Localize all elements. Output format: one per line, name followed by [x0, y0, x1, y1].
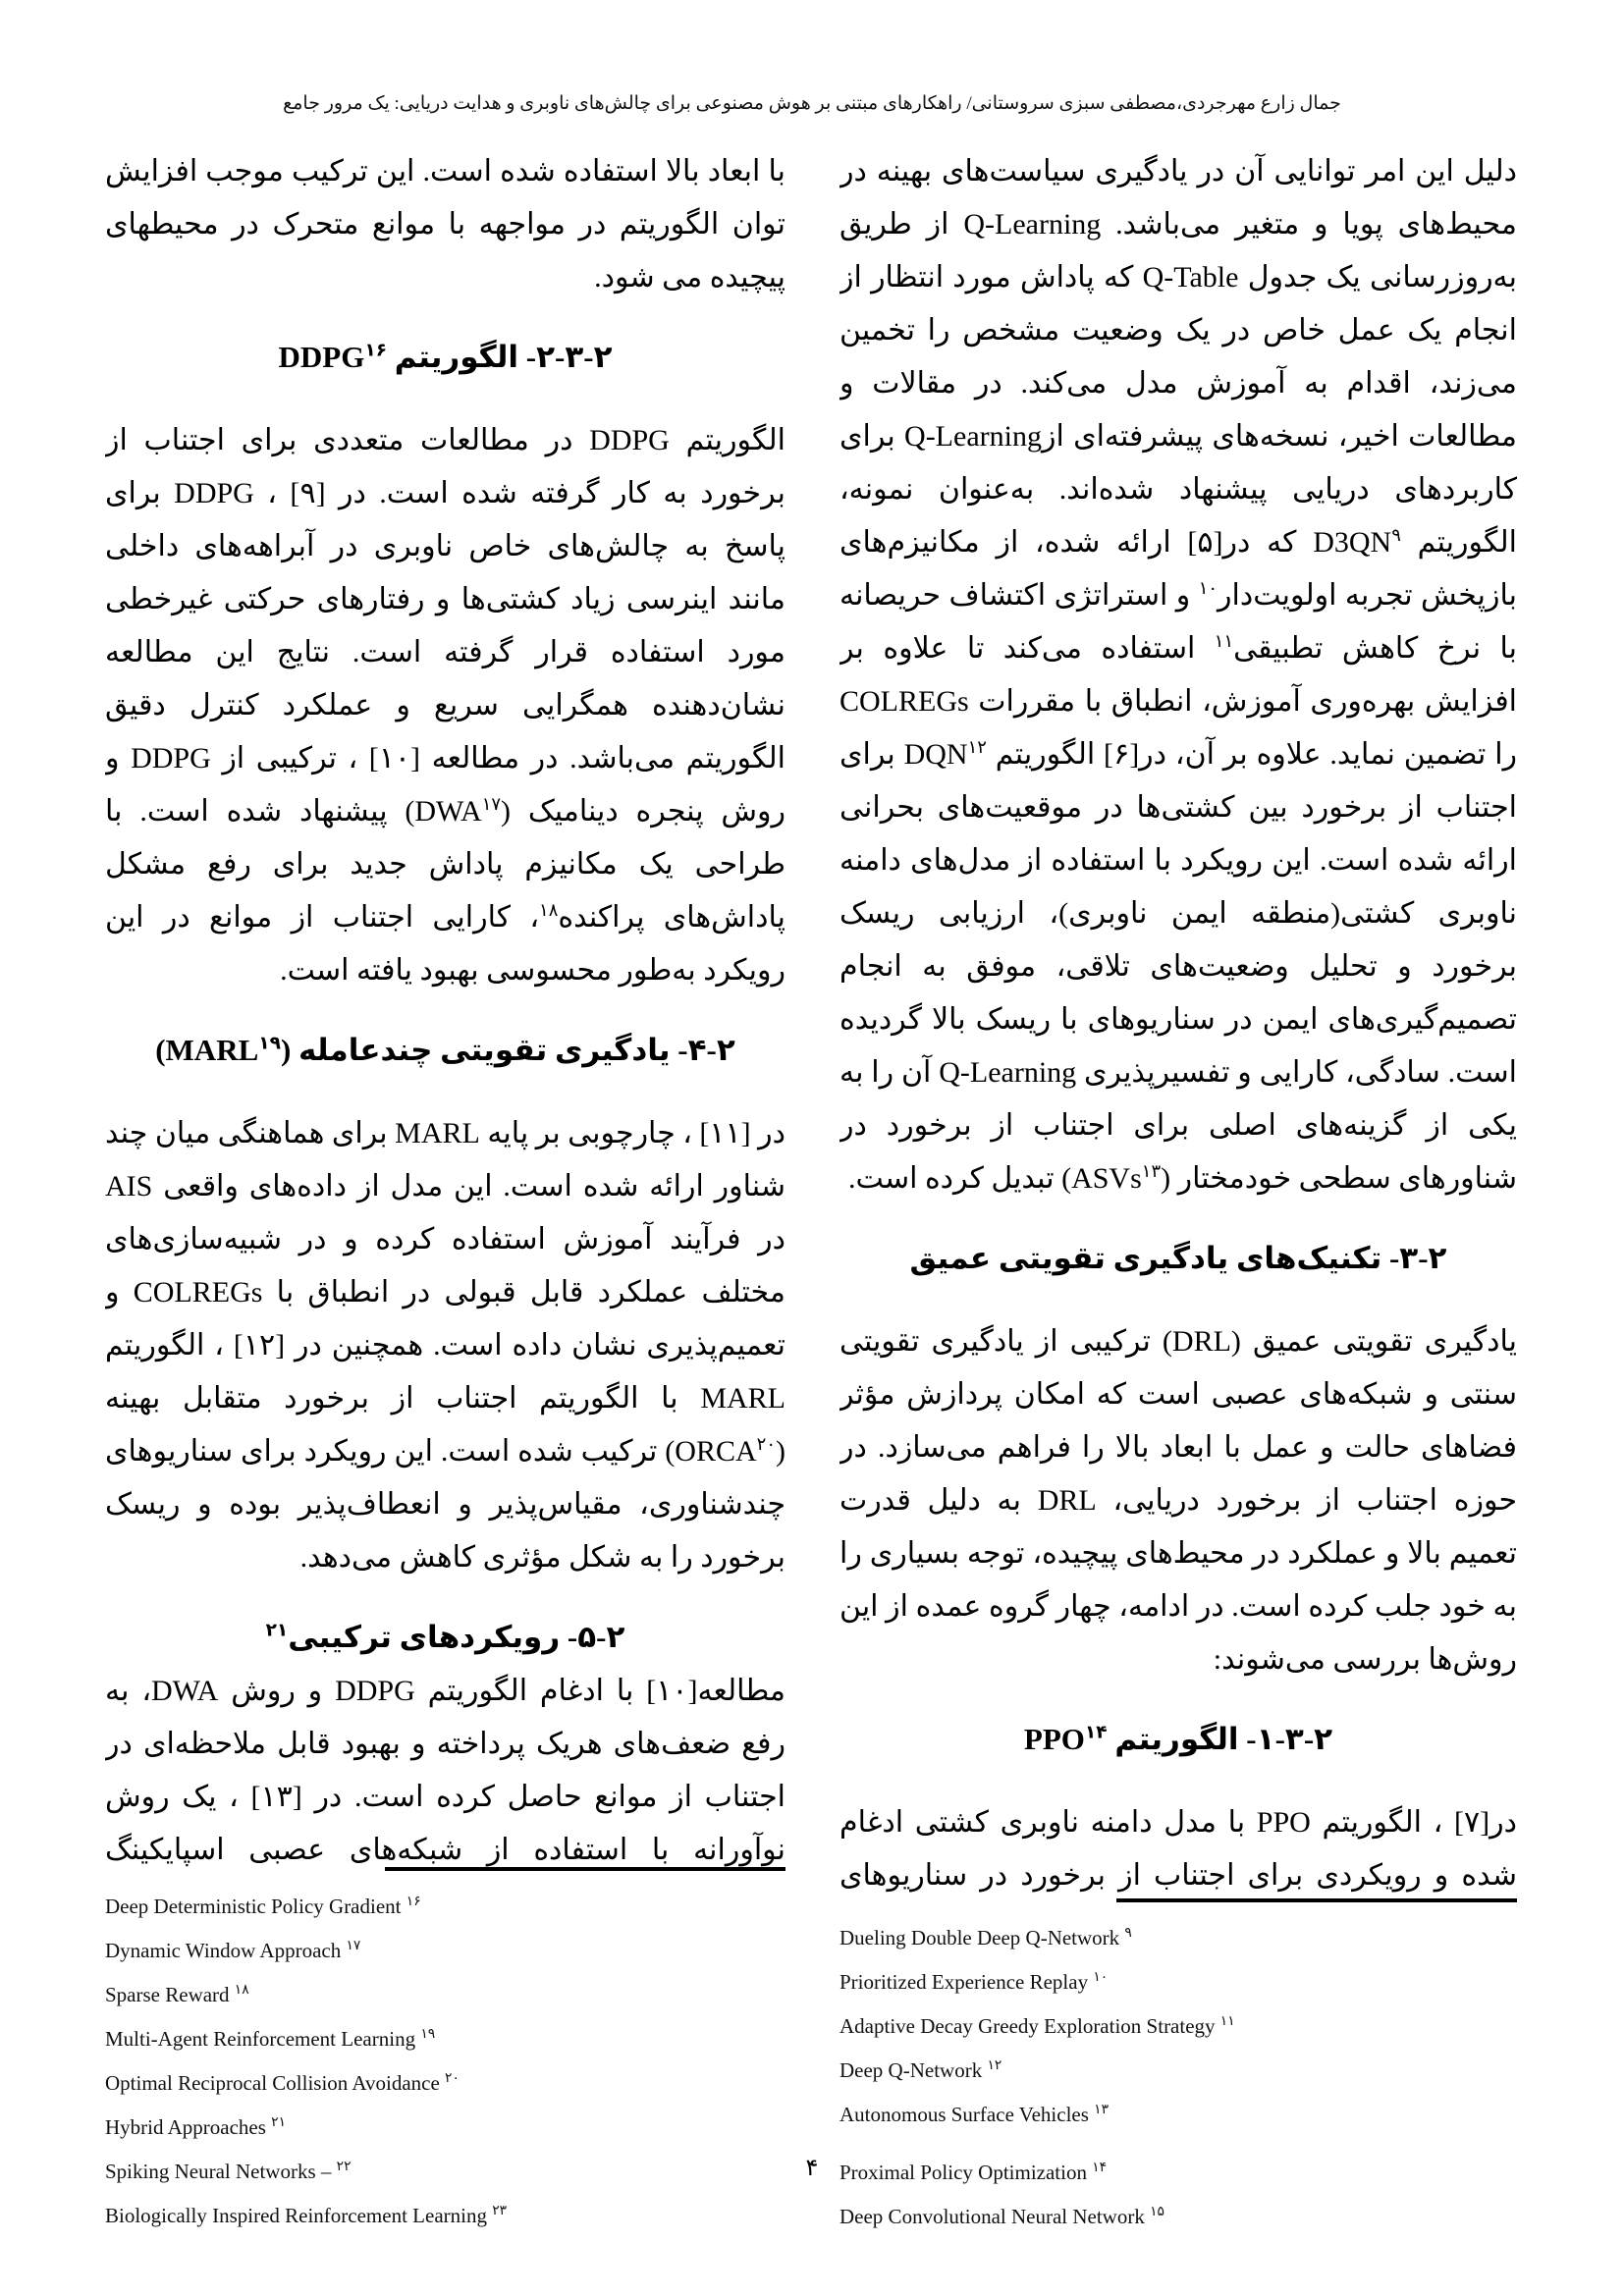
footnote-item: [105, 2017, 785, 2061]
footnote-text: Optimal Reciprocal Collision Avoidance: [105, 2071, 446, 2095]
text-run: الگوریتم DDPG در مطالعات متعددی برای اجتناب از برخورد به کار گرفته شده است. در [۹] ، DDPG برای پاسخ به چالش‌های خاص ناوبری در آبراهه‌های داخلی مانند اینرسی زیاد کشتی‌ها و رفتارهای حرکتی غیرخطی مورد استفاده قرار گرفته است. نتایج این مطالعه نشان‌دهنده همگرایی سریع و عملکرد کنترل دقیق الگوریتم می‌باشد. در مطالعه [۱۰] ، ترکیبی از DDPG و روش پنجره دینامیک (DWA: [105, 424, 785, 828]
footnote-ref: ۱۱: [1214, 631, 1234, 651]
footnote-ref: ۱۲: [967, 737, 987, 757]
section-heading-ddpg: [105, 334, 785, 381]
footnote-item: [839, 2093, 1517, 2137]
text-run: ) ترکیب شده است. این رویکرد برای سناریوهای چندشناوری، مقیاس‌پذیر و انعطاف‌پذیر بوده و ریسک برخورد را به شکل مؤثری کاهش می‌دهد.: [105, 1435, 785, 1574]
paragraph-marl: [105, 1107, 785, 1584]
text-run: برای اجتناب از برخورد بین کشتی‌ها در موقعیت‌های بحرانی ارائه شده است. این رویکرد با استفاده از مدل‌های دامنه ناوبری کشتی(منطقه ایمن ناوبری)، ارزیابی ریسک برخورد و تحلیل وضعیت‌های تلاقی، موفق به انجام تصمیم‌گیری‌های ایمن در سناریوهای با ریسک بالا گردیده است. سادگی، کارایی و تفسیرپذیری Q-Learning آن را به یکی از گزینه‌های اصلی برای اجتناب از برخورد در شناورهای سطحی خودمختار (ASVs: [839, 738, 1517, 1195]
paragraph-continuation: [105, 145, 785, 304]
footnote-ref: ۱۹: [258, 1033, 281, 1054]
footnote-number: ۱۱: [1219, 2013, 1235, 2028]
footnote-number: ۲۳: [492, 2203, 508, 2217]
text-run: در[۷] ، الگوریتم PPO با مدل دامنه ناوبری کشتی ادغام شده و رویکردی برای اجتناب از برخورد در سناریوهای: [839, 1806, 1517, 1892]
footnote-item: [105, 1973, 785, 2017]
paragraph-ddpg: [105, 414, 785, 997]
text-run: در [۱۱] ، چارچوبی بر پایه MARL برای هماهنگی میان چند شناور ارائه شده است. این مدل از داده‌های واقعی AIS در فرآیند آموزش استفاده کرده و در شبیه‌سازی‌های مختلف عملکرد قابل قبولی در انطباق با COLREGs و تعمیم‌پذیری نشان داده است. همچنین در [۱۲] ، الگوریتم MARL با الگوریتم اجتناب از برخورد متقابل بهینه (ORCA: [105, 1117, 785, 1468]
text-run: ، کارایی اجتناب از موانع در این رویکرد به‌طور محسوسی بهبود یافته است.: [105, 901, 785, 987]
footnote-text: Adaptive Decay Greedy Exploration Strategy: [839, 2014, 1220, 2038]
paragraph-ppo: [839, 1796, 1517, 1893]
footnote-number: ۲۱: [271, 2114, 287, 2129]
text-run: ۲‏-‏۳‏-‏۲‏- الگوریتم DDPG: [278, 340, 613, 374]
footnote-item: [839, 1916, 1517, 1960]
footnote-text: Prioritized Experience Replay: [839, 1970, 1094, 1994]
footnote-item: [839, 1960, 1517, 2004]
footnote-separator-left: [385, 1867, 785, 1871]
footnote-number: ۲۲: [336, 2159, 352, 2173]
column-right: [839, 145, 1517, 1893]
footnotes-left: [105, 1867, 785, 2238]
text-run: ۲‏-‏۵‏- رویکردهای ترکیبی: [288, 1620, 625, 1654]
footnote-ref: ۱۸: [539, 900, 559, 920]
footnote-text: Hybrid Approaches: [105, 2115, 272, 2139]
footnote-item: [105, 2194, 785, 2238]
footnote-text: Proximal Policy Optimization: [839, 2161, 1093, 2184]
footnote-ref: ۲۰: [756, 1434, 776, 1454]
footnote-ref: ۱۷: [481, 794, 502, 814]
footnote-text: Autonomous Surface Vehicles: [839, 2103, 1095, 2126]
footnote-ref: ۱۰: [1198, 578, 1218, 598]
footnote-number: ۱۰: [1093, 1969, 1109, 1984]
text-run: یادگیری تقویتی عمیق (DRL) ترکیبی از یادگیری تقویتی سنتی و شبکه‌های عصبی است که امکان پردازش مؤثر فضاهای حالت و عمل با ابعاد بالا را فراهم می‌سازد. در حوزه اجتناب از برخورد دریایی، DRL به دلیل قدرت تعمیم بالا و عملکرد در محیط‌های پیچیده، توجه بسیاری را به خود جلب کرده است. در ادامه، چهار گروه عمده از این روش‌ها بررسی می‌شوند:: [839, 1325, 1517, 1676]
footnote-number: ۱۸: [234, 1982, 249, 1997]
footnote-number: ۱۶: [406, 1894, 421, 1908]
text-run: دلیل این امر توانایی آن در یادگیری سیاست‌های بهینه در محیط‌های پویا و متغیر می‌باشد. Q-Learning از طریق به‌روزرسانی یک جدول Q-Table که پاداش مورد انتظار از انجام یک عمل خاص در یک وضعیت مشخص را تخمین می‌زند، اقدام به آموزش مدل می‌کند. در مقالات و مطالعات اخیر، نسخه‌های پیشرفته‌ای ازQ-Learning برای کاربردهای دریایی پیشنهاد شده‌اند. به‌عنوان نمونه، الگوریتم D3QN: [839, 155, 1517, 559]
footnote-number: ۱۲: [987, 2057, 1002, 2072]
footnote-item: [105, 2106, 785, 2150]
footnote-ref: ۱۴: [1084, 1722, 1108, 1743]
text-run: و استراتژی اکتشاف حریصانه با نرخ کاهش تطبیقی: [839, 579, 1517, 665]
text-run: با ابعاد بالا استفاده شده است. این ترکیب موجب افزایش توان الگوریتم در مواجهه با موانع متحرک در محیطهای پیچیده می شود.: [105, 155, 785, 294]
footnote-number: ۱۵: [1150, 2204, 1164, 2218]
footnote-item: [105, 2061, 785, 2106]
section-heading-hybrid: [105, 1614, 785, 1661]
footnote-ref: ۲۱: [265, 1620, 289, 1641]
footnote-text: Dueling Double Deep Q-Network: [839, 1926, 1125, 1949]
footnote-item: [839, 2049, 1517, 2093]
footnote-item: [105, 1929, 785, 1973]
footnote-text: Deep Q-Network: [839, 2058, 988, 2082]
footnote-number: ۱۳: [1094, 2102, 1110, 2116]
section-heading-marl: [105, 1027, 785, 1074]
section-heading-ppo: [839, 1716, 1517, 1763]
text-run: ) پیشنهاد شده است. با طراحی یک مکانیزم پاداش جدید برای رفع مشکل پاداش‌های پراکنده: [105, 795, 785, 934]
text-run: ): [155, 1033, 166, 1067]
footnote-text: Dynamic Window Approach: [105, 1939, 347, 1962]
paragraph-qlearning: [839, 145, 1517, 1205]
footnote-text: Deep Convolutional Neural Network: [839, 2205, 1151, 2228]
paragraph-hybrid: [105, 1665, 785, 1868]
running-header: جمال زارع مهرجردی،مصطفی سبزی سروستانی/ راهکارهای مبتنی بر هوش مصنوعی برای چالش‌های ناوبری و هدایت دریایی: یک مرور جامع: [283, 93, 1341, 114]
footnote-item: [105, 1885, 785, 1929]
text-run: ۲‏-‏۴‏- یادگیری تقویتی چندعامله (MARL: [165, 1033, 735, 1067]
footnote-text: Spiking Neural Networks –: [105, 2160, 337, 2183]
footnotes-right: [839, 1898, 1517, 2239]
footnote-list-left: [105, 1885, 785, 2238]
footnote-item: [839, 2195, 1517, 2239]
footnote-ref: ۱۳: [1141, 1161, 1162, 1181]
footnote-number: ۹: [1124, 1925, 1132, 1940]
footnote-text: Biologically Inspired Reinforcement Learning: [105, 2204, 493, 2227]
text-run: ) تبدیل کرده است.: [848, 1162, 1072, 1195]
footnote-number: ۱۴: [1092, 2160, 1108, 2174]
page-number: ۴: [805, 2156, 819, 2181]
footnote-text: Sparse Reward: [105, 1983, 235, 2006]
footnote-list-right: [839, 1916, 1517, 2239]
text-run: استفاده می‌کند تا علاوه بر افزایش بهره‌وری آموزش، انطباق با مقررات COLREGs را تضمین نماید. علاوه بر آن، در[۶] الگوریتم DQN: [839, 632, 1517, 771]
footnote-number: ۱۷: [346, 1938, 361, 1952]
footnote-number: ۱۹: [420, 2026, 436, 2041]
section-heading-deep-rl: [839, 1235, 1517, 1282]
footnote-ref: ۱۶: [364, 340, 388, 361]
paragraph-drl-intro: [839, 1315, 1517, 1686]
footnote-ref: ۹: [1391, 525, 1401, 545]
footnote-item: [839, 2004, 1517, 2049]
text-run: ۲‏-‏۳‏-‏۱‏- الگوریتم PPO: [1023, 1722, 1333, 1756]
text-run: مطالعه[۱۰] با ادغام الگوریتم DDPG و روش DWA، به رفع ضعف‌های هریک پرداخته و بهبود قابل ملاحظه‌ای در اجتناب از موانع حاصل کرده است. در [۱۳] ، یک روش نوآورانه با استفاده از شبکه‌های عصبی اسپایکینگ: [105, 1675, 785, 1866]
footnote-number: ۲۰: [445, 2070, 460, 2085]
footnote-text: Deep Deterministic Policy Gradient: [105, 1895, 406, 1918]
footnote-separator-right: [1116, 1898, 1517, 1902]
text-run: که در[۵] ارائه شده، از مکانیزم‌های بازپخش تجربه اولویت‌دار: [839, 526, 1517, 612]
column-left: [105, 145, 785, 1868]
footnote-text: Multi-Agent Reinforcement Learning: [105, 2027, 421, 2051]
text-run: ۲‏-‏۳‏- تکنیک‌های یادگیری تقویتی عمیق: [909, 1241, 1447, 1275]
